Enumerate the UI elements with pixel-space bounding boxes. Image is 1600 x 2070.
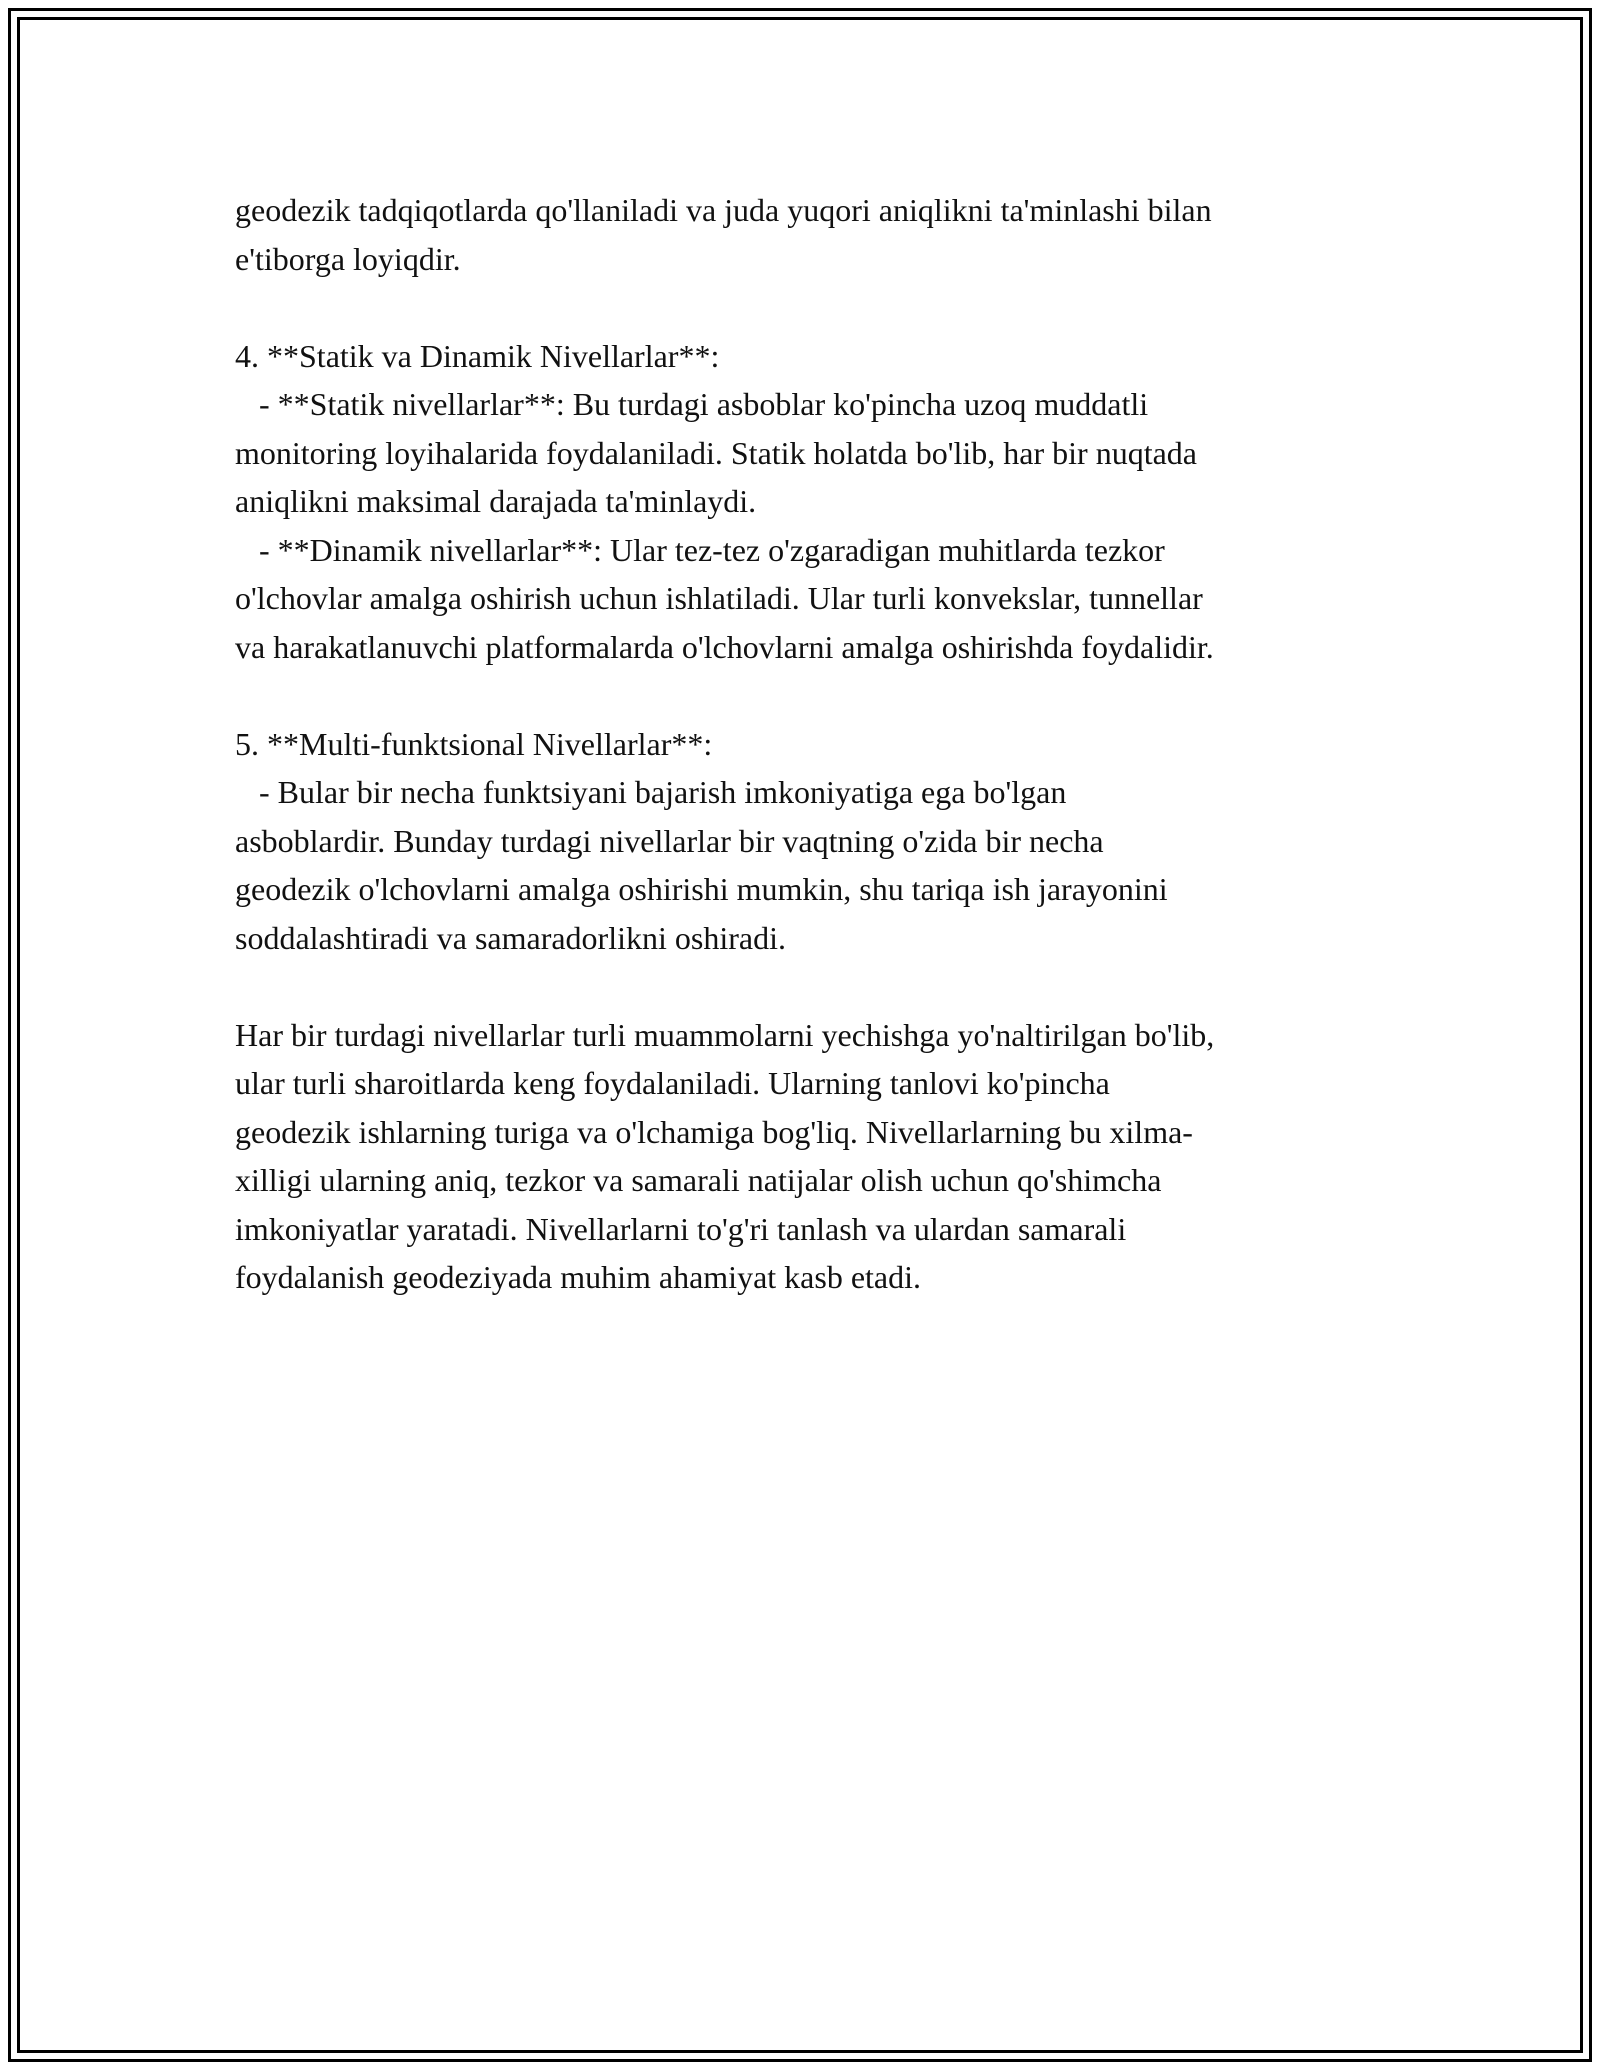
paragraph-section-4 — [235, 332, 1385, 672]
section-heading: 4. **Statik va Dinamik Nivellarlar**: — [235, 337, 720, 374]
text-line: - **Statik nivellarlar**: Bu turdagi asboblar ko'pincha uzoq muddatli — [235, 386, 1149, 422]
text-line: xilligi ularning aniq, tezkor va samarali natijalar olish uchun qo'shimcha — [235, 1162, 1162, 1198]
section-heading: 5. **Multi-funktsional Nivellarlar**: — [235, 725, 713, 762]
text-line: geodezik tadqiqotlarda qo'llaniladi va juda yuqori aniqlikni ta'minlashi bilan — [235, 192, 1212, 228]
text-line: imkoniyatlar yaratadi. Nivellarlarni to'g'ri tanlash va ulardan samarali — [235, 1210, 1127, 1247]
text-line: Har bir turdagi nivellarlar turli muammolarni yechishga yo'naltirilgan bo'lib, — [235, 1016, 1215, 1053]
text-line: e'tiborga loyiqdir. — [235, 240, 461, 277]
paragraph-intro-continuation — [235, 186, 1385, 283]
text-line: aniqlikni maksimal darajada ta'minlaydi. — [235, 483, 757, 519]
text-line: soddalashtiradi va samaradorlikni oshiradi. — [235, 919, 786, 956]
text-line: geodezik ishlarning turiga va o'lchamiga bog'liq. Nivellarlarning bu xilma- — [235, 1113, 1193, 1150]
text-line: va harakatlanuvchi platformalarda o'lchovlarni amalga oshirishda foydalidir. — [235, 628, 1214, 665]
paragraph-conclusion — [235, 1011, 1385, 1302]
text-line: - Bular bir necha funktsiyani bajarish imkoniyatiga ega bo'lgan — [235, 774, 1067, 810]
text-line: monitoring loyihalarida foydalaniladi. Statik holatda bo'lib, har bir nuqtada — [235, 434, 1197, 471]
text-line: asboblardir. Bunday turdagi nivellarlar bir vaqtning o'zida bir necha — [235, 822, 1104, 859]
text-line: geodezik o'lchovlarni amalga oshirishi mumkin, shu tariqa ish jarayonini — [235, 871, 1168, 907]
text-line: foydalanish geodeziyada muhim ahamiyat kasb etadi. — [235, 1259, 921, 1295]
text-line: ular turli sharoitlarda keng foydalaniladi. Ularning tanlovi ko'pincha — [235, 1065, 1110, 1101]
text-line: o'lchovlar amalga oshirish uchun ishlatiladi. Ular turli konvekslar, tunnellar — [235, 580, 1203, 616]
document-body — [235, 186, 1385, 1350]
paragraph-section-5 — [235, 720, 1385, 963]
text-line: - **Dinamik nivellarlar**: Ular tez-tez o'zgaradigan muhitlarda tezkor — [235, 531, 1165, 568]
